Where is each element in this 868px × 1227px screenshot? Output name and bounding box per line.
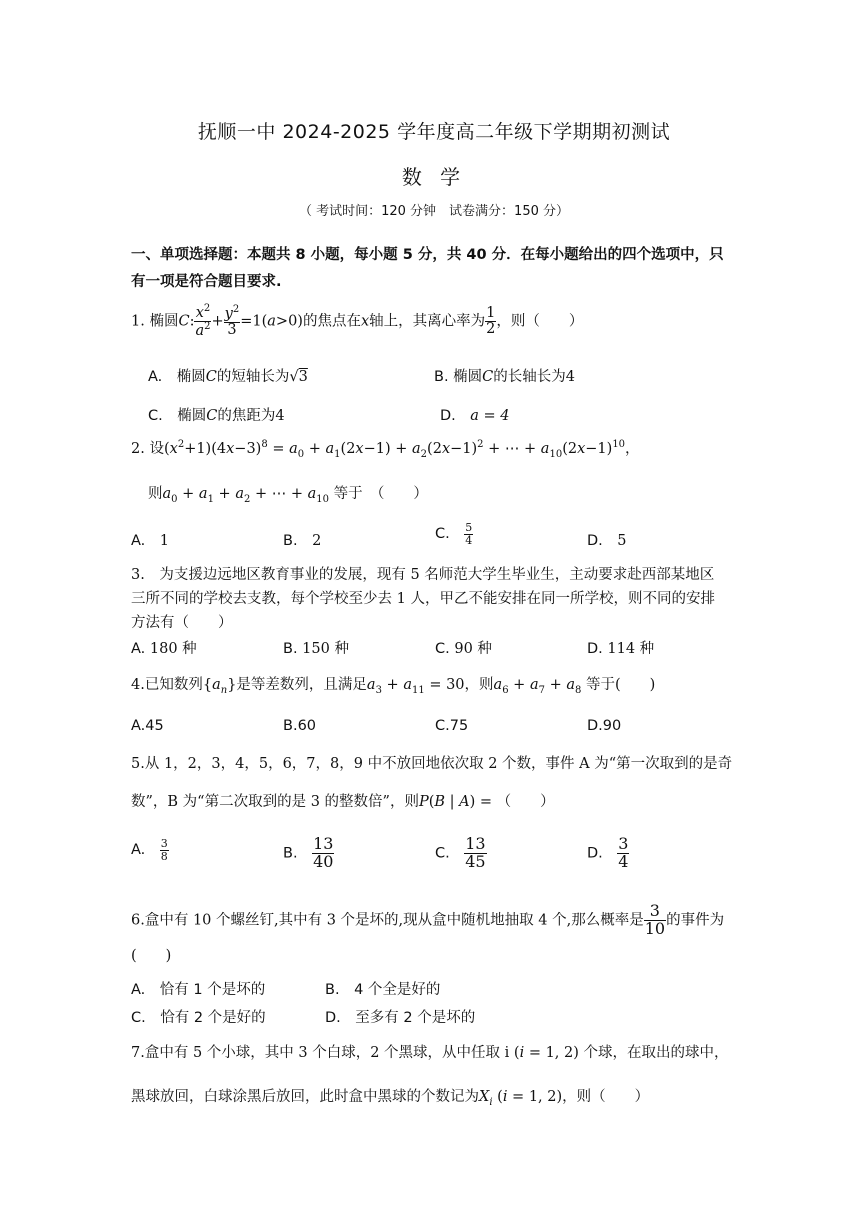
q7-line1: 7.盒中有 5 个小球，其中 3 个白球，2 个黑球，从中任取 i (i = 1, 2) 个球，在取出的球中， xyxy=(131,1045,729,1061)
q3-option-a: A. 180 种 xyxy=(131,641,197,657)
q5-option-b: B. $\frac{13}{40}$ xyxy=(283,834,334,871)
q4-option-a: A.45 xyxy=(131,718,164,734)
q3-line2: 三所不同的学校去支教，每个学校至少去 1 人，甲乙不能安排在同一所学校，则不同的安排 xyxy=(131,591,715,607)
q6-line1: 6.盒中有 10 个螺丝钉,其中有 3 个是坏的,现从盒中随机地抽取 4 个,那么概率是 $\frac{3}{10}$ 的事件为 xyxy=(131,901,725,938)
q2-option-d: D. 5 xyxy=(587,533,627,549)
q6-option-d: D. 至多有 2 个是坏的 xyxy=(325,1010,476,1026)
section-heading-line2: 有一项是符合题目要求. xyxy=(131,274,282,290)
page-subject: 数 学 xyxy=(401,165,467,189)
q5-option-a: A. $\frac{3}{8}$ xyxy=(131,837,168,863)
q1-option-a: A. 椭圆C的短轴长为√3 xyxy=(148,369,308,385)
q1-text-b: 的焦点在 xyxy=(302,313,361,330)
q4-option-b: B.60 xyxy=(283,718,317,734)
q1-option-c: C. 椭圆C的焦距为4 xyxy=(148,408,285,424)
q6-option-a: A. 恰有 1 个是坏的 xyxy=(131,982,266,998)
q3-line3: 方法有（ ） xyxy=(131,615,233,631)
q6-option-b: B. 4 个全是好的 xyxy=(325,982,441,998)
q5-line1: 5.从 1，2，3，4，5，6，7，8，9 中不放回地依次取 2 个数，事件 A 为“第一次取到的是奇 xyxy=(131,756,733,772)
q4-option-d: D.90 xyxy=(587,718,622,734)
q6-option-c: C. 恰有 2 个是好的 xyxy=(131,1010,266,1026)
q2-line2: 则$a_0 + a_1 + a_2$ + ⋯ + $a_{10}$ 等于 （ ） xyxy=(148,486,428,505)
exam-info: （ 考试时间：120 分钟 试卷满分：150 分） xyxy=(298,204,570,219)
q4-option-c: C.75 xyxy=(435,718,469,734)
q2-option-b: B. 2 xyxy=(283,533,322,549)
question-1: 1. 椭圆C: $\frac{x^2}{a^2}$ + $\frac{y^2}{3}$ =1(a>0)的焦点在x轴上，其离心率为 $\frac{1}{2}$ ，则（ ） xyxy=(131,303,584,339)
q3-line1: 3. 为支援边远地区教育事业的发展，现有 5 名师范大学生毕业生，主动要求赴西部某地区 xyxy=(131,567,715,583)
q5-option-d: D. $\frac{3}{4}$ xyxy=(587,834,629,871)
q7-line2: 黑球放回，白球涂黑后放回，此时盒中黑球的个数记为$X_i$ (i = 1, 2)，则（ ） xyxy=(131,1089,650,1108)
q1-option-d: D. a = 4 xyxy=(440,408,510,424)
question-4: 4.已知数列$\{a_n\}$是等差数列，且满足$a_3 + a_{11} = 30$，则$a_6 + a_7 + a_8$ 等于( ) xyxy=(131,677,656,696)
q1-text-d: ，则（ ） xyxy=(496,313,584,330)
page-title: 抚顺一中 2024-2025 学年度高二年级下学期期初测试 xyxy=(197,121,671,143)
q1-text-a: 椭圆 xyxy=(149,313,179,330)
q1-option-b: B. 椭圆C的长轴长为4 xyxy=(434,369,576,385)
q3-option-b: B. 150 种 xyxy=(283,641,349,657)
q6-line2: ( ) xyxy=(131,948,172,964)
q3-option-d: D. 114 种 xyxy=(587,641,655,657)
question-2: 2. 设$(x^2+1)(4x-3)^8 = a_0 + a_1(2x-1) + a_2(2x-1)^2$ + ⋯ + $a_{10}(2x-1)^{10}$， xyxy=(131,439,640,460)
q5-line2: 数”，B 为“第二次取到的是 3 的整数倍”，则P(B | A) = （ ） xyxy=(131,794,555,810)
q2-option-a: A. 1 xyxy=(131,533,170,549)
q2-option-c: C. $\frac{5}{4}$ xyxy=(435,521,473,547)
q1-text-c: 轴上，其离心率为 xyxy=(369,313,486,330)
question-number: 1. xyxy=(131,313,145,330)
section-heading-line1: 一、单项选择题：本题共 8 小题，每小题 5 分，共 40 分．在每小题给出的四个选项中，只 xyxy=(131,247,724,263)
q3-option-c: C. 90 种 xyxy=(435,641,492,657)
q5-option-c: C. $\frac{13}{45}$ xyxy=(435,834,486,871)
